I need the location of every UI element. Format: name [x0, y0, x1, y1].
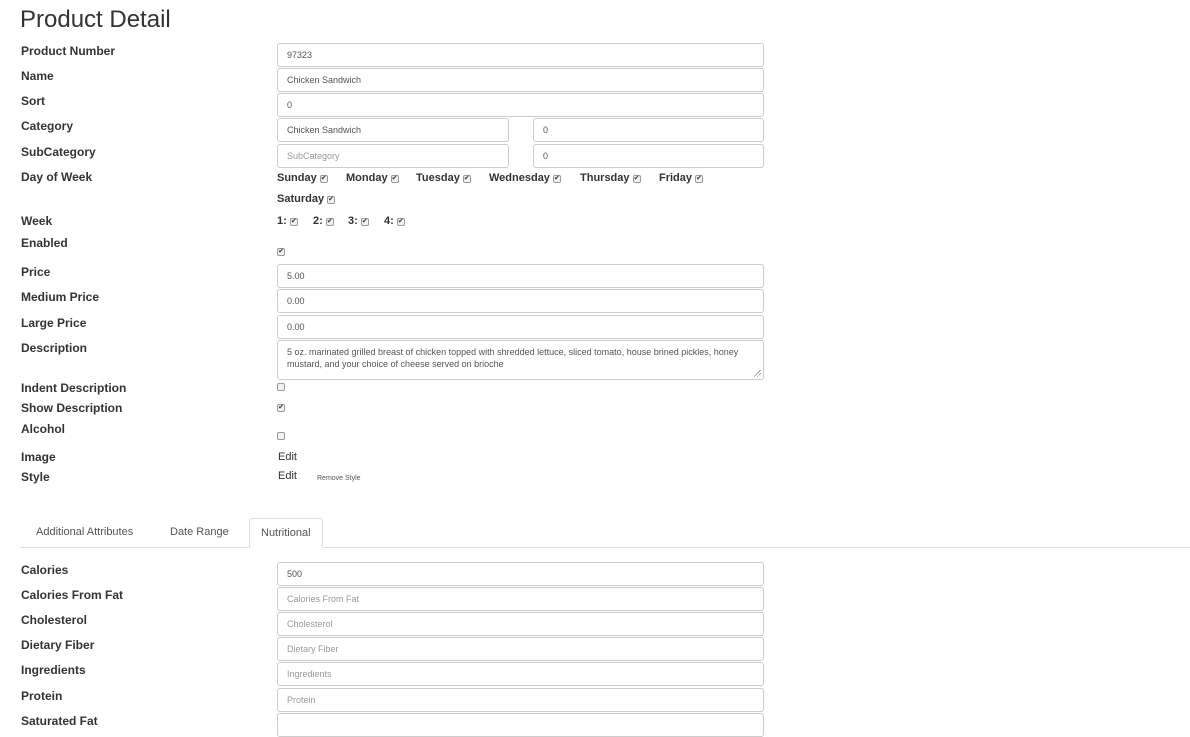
calories-field[interactable]: 500	[277, 562, 764, 586]
description-textarea[interactable]	[277, 340, 764, 380]
medium-price-label: Medium Price	[21, 290, 100, 304]
day-wednesday-checkbox[interactable]: ✔	[554, 175, 560, 182]
day-sunday[interactable]	[277, 172, 328, 185]
show-description-label: Show Description	[21, 401, 123, 415]
day-wednesday-label: Wednesday	[489, 172, 550, 184]
day-tuesday-label: Tuesday	[416, 172, 460, 184]
show-description-checkbox[interactable]: ✔	[278, 404, 284, 411]
large-price-field[interactable]: 0.00	[277, 315, 764, 339]
category-label: Category	[21, 119, 74, 133]
dietary-fiber-label: Dietary Fiber	[21, 638, 95, 652]
name-label: Name	[21, 69, 54, 83]
day-tuesday[interactable]	[416, 172, 471, 185]
cholesterol-field[interactable]: Cholesterol	[277, 612, 764, 636]
day-saturday[interactable]	[277, 193, 335, 206]
enabled-label: Enabled	[21, 236, 68, 250]
day-of-week-label: Day of Week	[21, 170, 93, 184]
category-field[interactable]: Chicken Sandwich	[277, 118, 509, 142]
product-number-field[interactable]: 97323	[277, 43, 764, 67]
week-label: Week	[21, 214, 53, 228]
day-thursday-label: Thursday	[580, 172, 630, 184]
week-4-checkbox[interactable]: ✔	[397, 218, 404, 225]
week-3[interactable]	[348, 215, 369, 228]
week-1[interactable]	[277, 215, 298, 228]
style-label: Style	[21, 470, 50, 484]
day-friday[interactable]	[659, 172, 703, 185]
day-wednesday[interactable]	[489, 172, 561, 185]
category-sort-field[interactable]: 0	[533, 118, 764, 142]
dietary-fiber-field[interactable]: Dietary Fiber	[277, 637, 764, 661]
resize-grip-icon[interactable]	[754, 370, 761, 377]
indent-description-checkbox[interactable]	[277, 383, 285, 391]
ingredients-label: Ingredients	[21, 663, 86, 677]
week-2[interactable]	[313, 215, 334, 228]
protein-field[interactable]: Protein	[277, 688, 764, 712]
image-label: Image	[21, 450, 56, 464]
style-edit-link[interactable]: Edit	[278, 470, 297, 482]
alcohol-label: Alcohol	[21, 422, 65, 436]
day-monday-checkbox[interactable]: ✔	[391, 175, 398, 182]
subcategory-field[interactable]: SubCategory	[277, 144, 509, 168]
tab-nutritional[interactable]: Nutritional	[249, 518, 323, 548]
sort-label: Sort	[21, 94, 45, 108]
sort-field[interactable]: 0	[277, 93, 764, 117]
indent-description-label: Indent Description	[21, 381, 127, 395]
name-field[interactable]: Chicken Sandwich	[277, 68, 764, 92]
day-saturday-label: Saturday	[277, 193, 325, 205]
day-sunday-checkbox[interactable]: ✔	[320, 175, 327, 182]
protein-label: Protein	[21, 689, 63, 703]
image-edit-link[interactable]: Edit	[278, 451, 297, 463]
calories-from-fat-label: Calories From Fat	[21, 588, 124, 602]
subcategory-sort-field[interactable]: 0	[533, 144, 764, 168]
enabled-checkbox[interactable]: ✔	[278, 248, 284, 255]
week-4[interactable]	[384, 215, 405, 228]
saturated-fat-field[interactable]	[277, 713, 764, 737]
day-monday[interactable]	[346, 172, 399, 185]
week-2-label: 2:	[313, 215, 323, 227]
price-label: Price	[21, 265, 51, 279]
day-thursday[interactable]	[580, 172, 641, 185]
week-2-checkbox[interactable]: ✔	[326, 218, 333, 225]
remove-style-button[interactable]: Remove Style	[317, 475, 361, 482]
day-monday-label: Monday	[346, 172, 388, 184]
page-title: Product Detail	[20, 6, 171, 33]
saturated-fat-label: Saturated Fat	[21, 714, 98, 728]
subcategory-label: SubCategory	[21, 145, 96, 159]
week-3-label: 3:	[348, 215, 358, 227]
day-friday-checkbox[interactable]: ✔	[696, 175, 702, 182]
medium-price-field[interactable]: 0.00	[277, 289, 764, 313]
product-number-label: Product Number	[21, 44, 116, 58]
day-sunday-label: Sunday	[277, 172, 317, 184]
tab-date-range[interactable]: Date Range	[170, 526, 229, 538]
day-friday-label: Friday	[659, 172, 693, 184]
week-3-checkbox[interactable]: ✔	[361, 218, 368, 225]
description-label: Description	[21, 341, 88, 355]
alcohol-checkbox[interactable]	[277, 432, 285, 440]
tab-additional-attributes[interactable]: Additional Attributes	[36, 526, 134, 538]
calories-label: Calories	[21, 563, 69, 577]
description-text: 5 oz. marinated grilled breast of chicken topped with shredded lettuce, sliced tomato, house brined pickles, honey mustard, and your choice of cheese served on brioche	[287, 347, 739, 369]
week-1-checkbox[interactable]: ✔	[290, 218, 297, 225]
day-tuesday-checkbox[interactable]: ✔	[463, 175, 470, 182]
ingredients-field[interactable]: Ingredients	[277, 662, 764, 686]
price-field[interactable]: 5.00	[277, 264, 764, 288]
calories-from-fat-field[interactable]: Calories From Fat	[277, 587, 764, 611]
cholesterol-label: Cholesterol	[21, 613, 88, 627]
day-thursday-checkbox[interactable]: ✔	[633, 175, 640, 182]
day-saturday-checkbox[interactable]: ✔	[328, 196, 335, 203]
large-price-label: Large Price	[21, 316, 87, 330]
week-4-label: 4:	[384, 215, 394, 227]
week-1-label: 1:	[277, 215, 287, 227]
